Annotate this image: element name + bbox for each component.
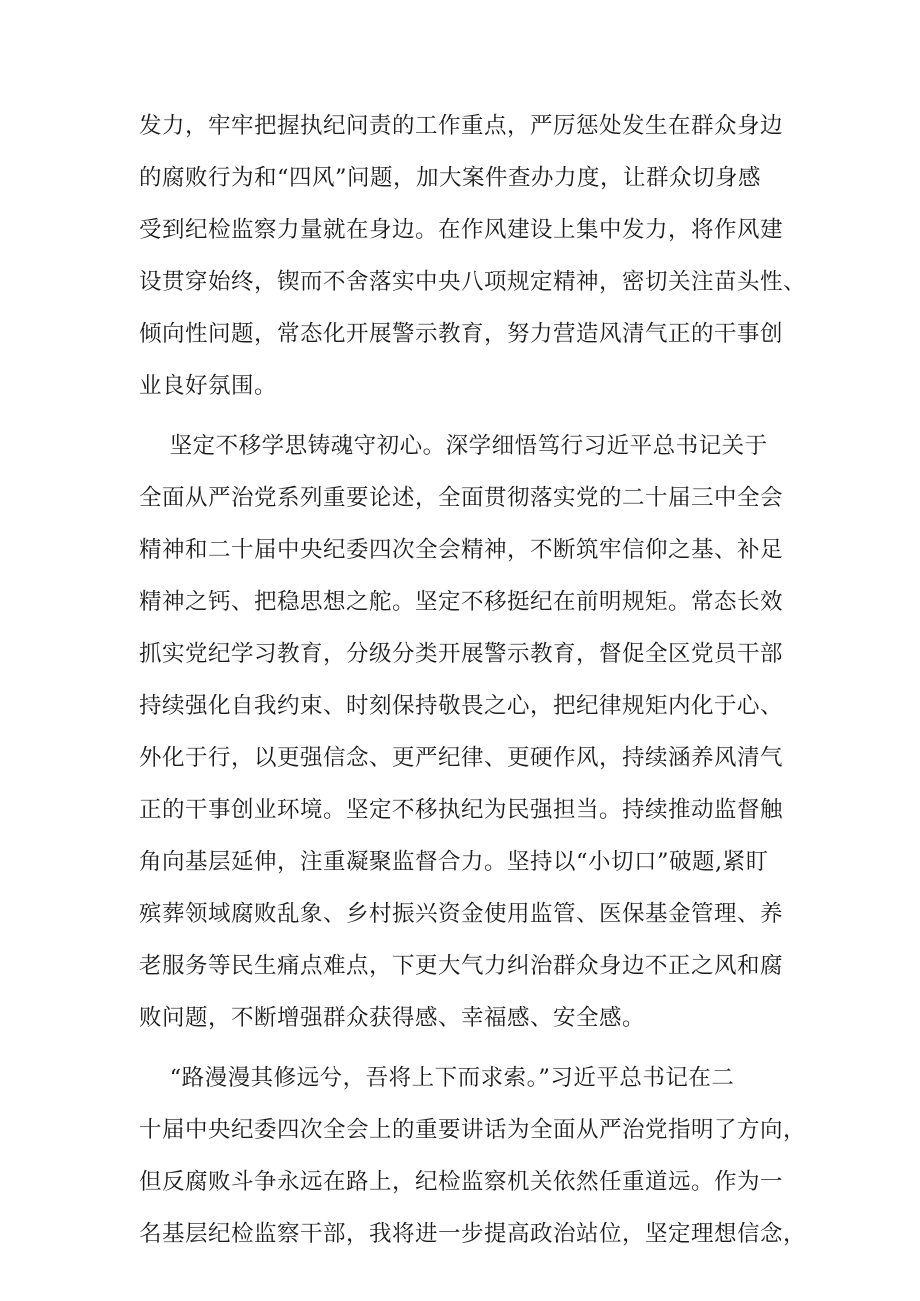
paragraph-1 — [139, 100, 807, 412]
paragraph-spacer — [139, 1044, 799, 1052]
text-line: 的腐败行为和“四风”问题，加大案件查办力度，让群众切身感 — [139, 165, 762, 191]
text-line: 发力，牢牢把握执纪问责的工作重点，严厉惩处发生在群众身边 — [139, 113, 784, 139]
text-line: 坚定不移学思铸魂守初心。深学细悟笃行习近平总书记关于 — [139, 433, 768, 459]
text-line: 外化于行，以更强信念、更严纪律、更硬作风，持续涵养风清气 — [139, 745, 784, 771]
paragraph-2 — [139, 420, 799, 1044]
text-line: 殡葬领域腐败乱象、乡村振兴资金使用监管、医保基金管理、养 — [139, 901, 784, 927]
text-line: 抓实党纪学习教育，分级分类开展警示教育，督促全区党员干部 — [139, 641, 784, 667]
text-line: 名基层纪检监察干部，我将进一步提高政治站位，坚定理想信念， — [139, 1221, 807, 1247]
text-line: 倾向性问题，常态化开展警示教育，努力营造风清气正的干事创 — [139, 321, 784, 347]
text-line: 但反腐败斗争永远在路上，纪检监察机关依然任重道远。作为一 — [139, 1169, 784, 1195]
text-line: 十届中央纪委四次全会上的重要讲话为全面从严治党指明了方向， — [139, 1117, 807, 1143]
text-line: “路漫漫其修远兮，吾将上下而求索。”习近平总书记在二 — [139, 1065, 735, 1091]
paragraph-3 — [139, 1052, 807, 1260]
text-line: 角向基层延伸，注重凝聚监督合力。坚持以“小切口”破题,紧盯 — [139, 849, 769, 875]
document-body — [139, 100, 807, 1260]
text-line: 精神和二十届中央纪委四次全会精神，不断筑牢信仰之基、补足 — [139, 537, 784, 563]
text-line: 受到纪检监察力量就在身边。在作风建设上集中发力，将作风建 — [139, 217, 784, 243]
text-line: 设贯穿始终，锲而不舍落实中央八项规定精神，密切关注苗头性、 — [139, 269, 807, 295]
text-line: 精神之钙、把稳思想之舵。坚定不移挺纪在前明规矩。常态长效 — [139, 589, 784, 615]
text-line: 正的干事创业环境。坚定不移执纪为民强担当。持续推动监督触 — [139, 797, 784, 823]
paragraph-spacer — [139, 412, 799, 420]
text-line: 败问题，不断增强群众获得感、幸福感、安全感。 — [139, 1005, 646, 1031]
text-line: 全面从严治党系列重要论述，全面贯彻落实党的二十届三中全会 — [139, 485, 784, 511]
text-line: 业良好氛围。 — [139, 373, 278, 399]
text-line: 老服务等民生痛点难点，下更大气力纠治群众身边不正之风和腐 — [139, 953, 784, 979]
text-line: 持续强化自我约束、时刻保持敬畏之心，把纪律规矩内化于心、 — [139, 693, 784, 719]
